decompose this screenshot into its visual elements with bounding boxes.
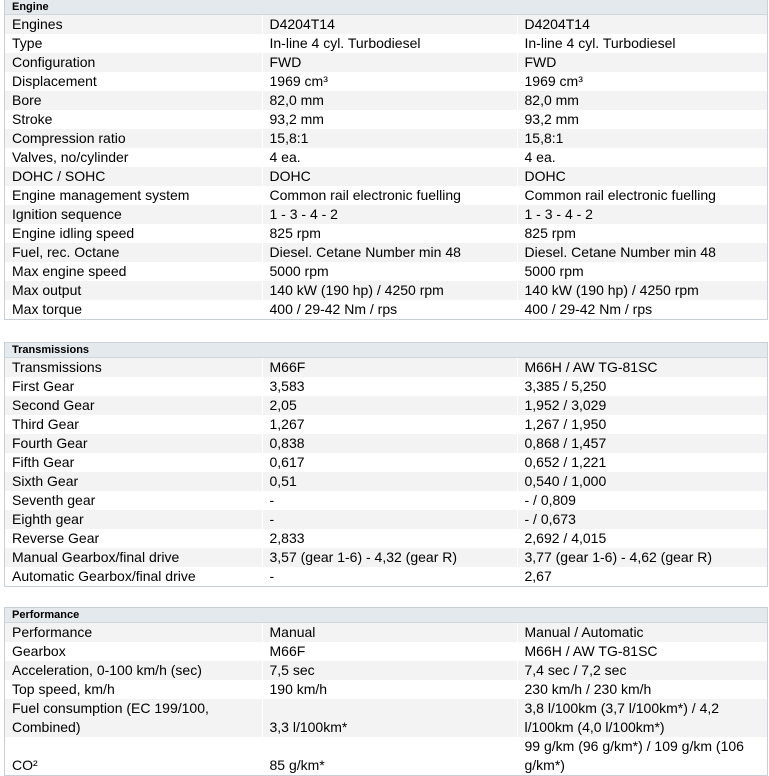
- spec-value-variant-1: 0,838: [262, 434, 517, 453]
- spec-value-variant-2: 825 rpm: [517, 224, 767, 243]
- spec-label: Fifth Gear: [5, 453, 262, 472]
- spec-value-variant-2: D4204T14: [517, 15, 767, 34]
- spec-label: Fourth Gear: [5, 434, 262, 453]
- spec-value-variant-2: 1,267 / 1,950: [517, 415, 767, 434]
- table-row: [5, 262, 767, 281]
- spec-value-variant-1: FWD: [262, 53, 517, 72]
- table-row: [5, 53, 767, 72]
- performance-section: [4, 607, 768, 776]
- table-row: [5, 548, 767, 567]
- spec-label: Transmissions: [5, 358, 262, 377]
- spec-value-variant-1: -: [262, 491, 517, 510]
- spec-value-variant-1: 93,2 mm: [262, 110, 517, 129]
- spec-label: Performance: [5, 623, 262, 642]
- table-row: [5, 186, 767, 205]
- spec-value-variant-2: 140 kW (190 hp) / 4250 rpm: [517, 281, 767, 300]
- spec-value-variant-2: 230 km/h / 230 km/h: [517, 680, 767, 699]
- section-title: Performance: [5, 608, 767, 623]
- spec-value-variant-1: 1,267: [262, 415, 517, 434]
- table-row: [5, 167, 767, 186]
- table-row: [5, 491, 767, 510]
- spec-value-variant-1: 15,8:1: [262, 129, 517, 148]
- table-row: [5, 377, 767, 396]
- spec-label: Valves, no/cylinder: [5, 148, 262, 167]
- table-row: [5, 661, 767, 680]
- spec-value-variant-2: 1969 cm³: [517, 72, 767, 91]
- section-title: Transmissions: [5, 343, 767, 358]
- spec-label: Third Gear: [5, 415, 262, 434]
- spec-label: Configuration: [5, 53, 262, 72]
- spec-value-variant-1: 190 km/h: [262, 680, 517, 699]
- spec-value-variant-2: M66H / AW TG-81SC: [517, 358, 767, 377]
- spec-value-variant-1: 400 / 29-42 Nm / rps: [262, 300, 517, 319]
- spec-value-variant-1: 1969 cm³: [262, 72, 517, 91]
- table-row: [5, 110, 767, 129]
- spec-value-variant-1: 7,5 sec: [262, 661, 517, 680]
- spec-value-variant-1: 3,3 l/100km*: [262, 699, 517, 737]
- table-row: [5, 737, 767, 775]
- spec-value-variant-2: Manual / Automatic: [517, 623, 767, 642]
- table-row: [5, 129, 767, 148]
- spec-value-variant-1: 85 g/km*: [262, 737, 517, 775]
- spec-value-variant-2: 2,692 / 4,015: [517, 529, 767, 548]
- spec-value-variant-1: 1 - 3 - 4 - 2: [262, 205, 517, 224]
- table-row: [5, 472, 767, 491]
- spec-label: Automatic Gearbox/final drive: [5, 567, 262, 586]
- table-row: [5, 699, 767, 737]
- spec-label: Compression ratio: [5, 129, 262, 148]
- transmissions-section: [4, 342, 768, 587]
- spec-label: Manual Gearbox/final drive: [5, 548, 262, 567]
- spec-value-variant-1: 0,51: [262, 472, 517, 491]
- performance-rows: [5, 623, 767, 775]
- spec-label: Seventh gear: [5, 491, 262, 510]
- spec-value-variant-2: 1 - 3 - 4 - 2: [517, 205, 767, 224]
- spec-value-variant-1: 3,57 (gear 1-6) - 4,32 (gear R): [262, 548, 517, 567]
- table-row: [5, 415, 767, 434]
- spec-value-variant-1: In-line 4 cyl. Turbodiesel: [262, 34, 517, 53]
- spec-value-variant-2: 82,0 mm: [517, 91, 767, 110]
- spec-label: Type: [5, 34, 262, 53]
- table-row: [5, 205, 767, 224]
- spec-label: Fuel, rec. Octane: [5, 243, 262, 262]
- spec-value-variant-1: Diesel. Cetane Number min 48: [262, 243, 517, 262]
- spec-value-variant-1: M66F: [262, 642, 517, 661]
- spec-label: Max engine speed: [5, 262, 262, 281]
- spec-value-variant-1: 2,05: [262, 396, 517, 415]
- spec-label: Stroke: [5, 110, 262, 129]
- table-row: [5, 243, 767, 262]
- table-row: [5, 72, 767, 91]
- spec-value-variant-2: 99 g/km (96 g/km*) / 109 g/km (106 g/km*): [517, 737, 767, 775]
- table-row: [5, 15, 767, 34]
- table-row: [5, 642, 767, 661]
- spec-value-variant-1: 82,0 mm: [262, 91, 517, 110]
- engine-table: [5, 15, 767, 319]
- spec-value-variant-1: D4204T14: [262, 15, 517, 34]
- table-row: [5, 529, 767, 548]
- spec-label: DOHC / SOHC: [5, 167, 262, 186]
- engine-rows: [5, 15, 767, 319]
- transmissions-table: [5, 358, 767, 586]
- spec-label: Gearbox: [5, 642, 262, 661]
- spec-value-variant-2: M66H / AW TG-81SC: [517, 642, 767, 661]
- spec-label: CO²: [5, 737, 262, 775]
- spec-value-variant-2: 93,2 mm: [517, 110, 767, 129]
- spec-value-variant-2: 0,652 / 1,221: [517, 453, 767, 472]
- table-row: [5, 358, 767, 377]
- spec-label: Eighth gear: [5, 510, 262, 529]
- spec-label: First Gear: [5, 377, 262, 396]
- spec-value-variant-1: 140 kW (190 hp) / 4250 rpm: [262, 281, 517, 300]
- spec-label: Engines: [5, 15, 262, 34]
- spec-value-variant-2: 15,8:1: [517, 129, 767, 148]
- spec-value-variant-2: 0,540 / 1,000: [517, 472, 767, 491]
- spec-value-variant-1: M66F: [262, 358, 517, 377]
- spec-value-variant-1: DOHC: [262, 167, 517, 186]
- table-row: [5, 34, 767, 53]
- table-row: [5, 680, 767, 699]
- spec-value-variant-1: -: [262, 510, 517, 529]
- spec-label: Engine management system: [5, 186, 262, 205]
- spec-label: Second Gear: [5, 396, 262, 415]
- spec-label: Fuel consumption (EC 199/100, Combined): [5, 699, 262, 737]
- spec-value-variant-2: In-line 4 cyl. Turbodiesel: [517, 34, 767, 53]
- table-row: [5, 623, 767, 642]
- spec-value-variant-1: 5000 rpm: [262, 262, 517, 281]
- spec-value-variant-1: 0,617: [262, 453, 517, 472]
- spec-value-variant-2: 3,385 / 5,250: [517, 377, 767, 396]
- spec-label: Reverse Gear: [5, 529, 262, 548]
- spec-value-variant-2: - / 0,673: [517, 510, 767, 529]
- spec-value-variant-1: Manual: [262, 623, 517, 642]
- table-row: [5, 148, 767, 167]
- spec-value-variant-1: 3,583: [262, 377, 517, 396]
- spec-label: Top speed, km/h: [5, 680, 262, 699]
- spec-value-variant-2: DOHC: [517, 167, 767, 186]
- table-row: [5, 224, 767, 243]
- table-row: [5, 396, 767, 415]
- spec-value-variant-2: 400 / 29-42 Nm / rps: [517, 300, 767, 319]
- spec-value-variant-2: 1,952 / 3,029: [517, 396, 767, 415]
- spec-label: Max output: [5, 281, 262, 300]
- spec-label: Engine idling speed: [5, 224, 262, 243]
- spec-value-variant-1: 2,833: [262, 529, 517, 548]
- spec-value-variant-2: 5000 rpm: [517, 262, 767, 281]
- spec-label: Sixth Gear: [5, 472, 262, 491]
- spec-value-variant-2: 3,8 l/100km (3,7 l/100km*) / 4,2 l/100km (4,0 l/100km*): [517, 699, 767, 737]
- spec-value-variant-2: 3,77 (gear 1-6) - 4,62 (gear R): [517, 548, 767, 567]
- spec-value-variant-2: 2,67: [517, 567, 767, 586]
- table-row: [5, 434, 767, 453]
- spec-label: Acceleration, 0-100 km/h (sec): [5, 661, 262, 680]
- spec-value-variant-1: Common rail electronic fuelling: [262, 186, 517, 205]
- table-row: [5, 453, 767, 472]
- spec-value-variant-2: Common rail electronic fuelling: [517, 186, 767, 205]
- spec-value-variant-2: - / 0,809: [517, 491, 767, 510]
- spec-value-variant-1: 4 ea.: [262, 148, 517, 167]
- spec-label: Ignition sequence: [5, 205, 262, 224]
- spec-label: Max torque: [5, 300, 262, 319]
- transmissions-rows: [5, 358, 767, 586]
- spec-value-variant-2: Diesel. Cetane Number min 48: [517, 243, 767, 262]
- spec-value-variant-2: 7,4 sec / 7,2 sec: [517, 661, 767, 680]
- table-row: [5, 300, 767, 319]
- spec-value-variant-1: -: [262, 567, 517, 586]
- engine-section: [4, 0, 768, 320]
- spec-label: Bore: [5, 91, 262, 110]
- spec-value-variant-2: 4 ea.: [517, 148, 767, 167]
- table-row: [5, 281, 767, 300]
- performance-table: [5, 623, 767, 775]
- table-row: [5, 91, 767, 110]
- table-row: [5, 567, 767, 586]
- spec-value-variant-1: 825 rpm: [262, 224, 517, 243]
- spec-label: Displacement: [5, 72, 262, 91]
- spec-value-variant-2: 0,868 / 1,457: [517, 434, 767, 453]
- section-title: Engine: [5, 0, 767, 15]
- spec-value-variant-2: FWD: [517, 53, 767, 72]
- table-row: [5, 510, 767, 529]
